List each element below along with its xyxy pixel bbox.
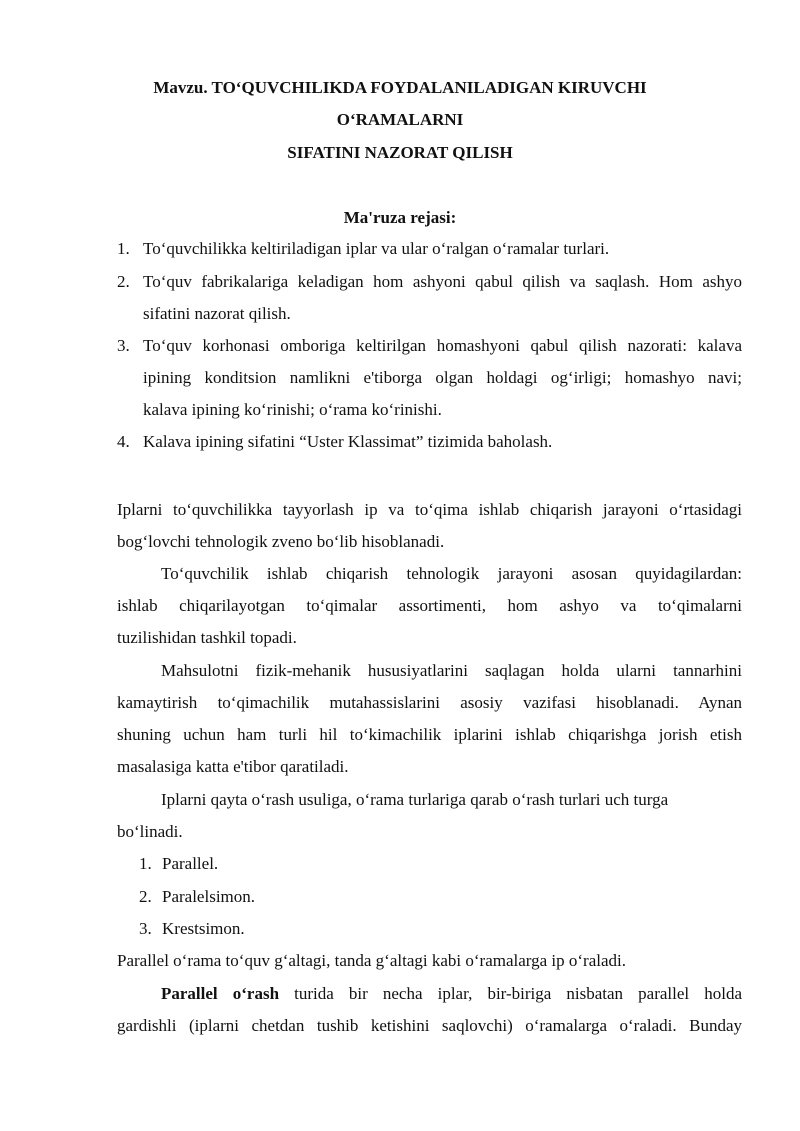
plan-item-3-number: 3. bbox=[117, 336, 130, 355]
paragraph-2-line-1: To‘quvchilik ishlab chiqarish tehnologik jarayoni asosan quyidagilardan: bbox=[161, 564, 742, 583]
plan-item-4-line-1: Kalava ipining sifatini “Uster Klassimat” tizimida baholash. bbox=[143, 432, 553, 451]
plan-item-3-line-3: kalava ipining ko‘rinishi; o‘rama ko‘rinishi. bbox=[143, 400, 442, 419]
type-2-number: 2. bbox=[139, 887, 152, 906]
paragraph-2-line-2: ishlab chiqarilayotgan to‘qimalar assortimenti, hom ashyo va to‘qimalarni bbox=[117, 596, 742, 615]
title-line-2: O‘RAMALARNI bbox=[336, 110, 464, 129]
plan-item-3-line-1: To‘quv korhonasi omboriga keltirilgan homashyoni qabul qilish nazorati: kalava bbox=[143, 336, 742, 355]
parallel-orash-term: Parallel o‘rash bbox=[161, 984, 280, 1003]
type-3-text: Krestsimon. bbox=[162, 919, 245, 938]
plan-item-2-line-1: To‘quv fabrikalariga keladigan hom ashyoni qabul qilish va saqlash. Hom ashyo bbox=[143, 272, 742, 291]
paragraph-6-line-1-rest: turida bir necha iplar, bir-biriga nisbatan parallel holda bbox=[279, 984, 742, 1003]
title-line-1: Mavzu. TO‘QUVCHILIKDA FOYDALANILADIGAN KIRUVCHI bbox=[153, 78, 647, 97]
paragraph-2-line-3: tuzilishidan tashkil topadi. bbox=[117, 628, 297, 647]
paragraph-6-line-1 bbox=[161, 978, 742, 1010]
type-3-number: 3. bbox=[139, 919, 152, 938]
paragraph-1-line-2: bog‘lovchi tehnologik zveno bo‘lib hisoblanadi. bbox=[117, 532, 445, 551]
type-2-text: Paralelsimon. bbox=[162, 887, 256, 906]
paragraph-3-line-1: Mahsulotni fizik-mehanik hususiyatlarini saqlagan holda ularni tannarhini bbox=[161, 661, 742, 680]
plan-heading: Ma'ruza rejasi: bbox=[343, 208, 457, 227]
plan-item-4-number: 4. bbox=[117, 432, 130, 451]
plan-item-2-number: 2. bbox=[117, 272, 130, 291]
plan-item-3-line-2: ipining konditsion namlikni e'tiborga olgan holdagi og‘irligi; homashyo navi; bbox=[143, 368, 742, 387]
paragraph-6-line-2: gardishli (iplarni chetdan tushib ketishini saqlovchi) o‘ramalarga o‘raladi. Bunday bbox=[117, 1016, 742, 1035]
type-1-text: Parallel. bbox=[162, 854, 219, 873]
paragraph-4-line-1: Iplarni qayta o‘rash usuliga, o‘rama turlariga qarab o‘rash turlari uch turga bbox=[161, 790, 669, 809]
paragraph-3-line-4: masalasiga katta e'tibor qaratiladi. bbox=[117, 757, 349, 776]
paragraph-1-line-1: Iplarni to‘quvchilikka tayyorlash ip va to‘qima ishlab chiqarish jarayoni o‘rtasidagi bbox=[117, 500, 742, 519]
title-line-3: SIFATINI NAZORAT QILISH bbox=[287, 143, 513, 162]
paragraph-3-line-2: kamaytirish to‘qimachilik mutahassislarini asosiy vazifasi hisoblanadi. Aynan bbox=[117, 693, 742, 712]
paragraph-4-line-2: bo‘linadi. bbox=[117, 822, 183, 841]
paragraph-3-line-3: shuning uchun ham turli hil to‘kimachilik iplarini ishlab chiqarishga jorish etish bbox=[117, 725, 742, 744]
paragraph-5: Parallel o‘rama to‘quv g‘altagi, tanda g‘altagi kabi o‘ramalarga ip o‘raladi. bbox=[117, 951, 627, 970]
plan-item-1-line-1: To‘quvchilikka keltiriladigan iplar va ular o‘ralgan o‘ramalar turlari. bbox=[143, 239, 610, 258]
type-1-number: 1. bbox=[139, 854, 152, 873]
plan-item-1-number: 1. bbox=[117, 239, 130, 258]
plan-item-2-line-2: sifatini nazorat qilish. bbox=[143, 304, 291, 323]
